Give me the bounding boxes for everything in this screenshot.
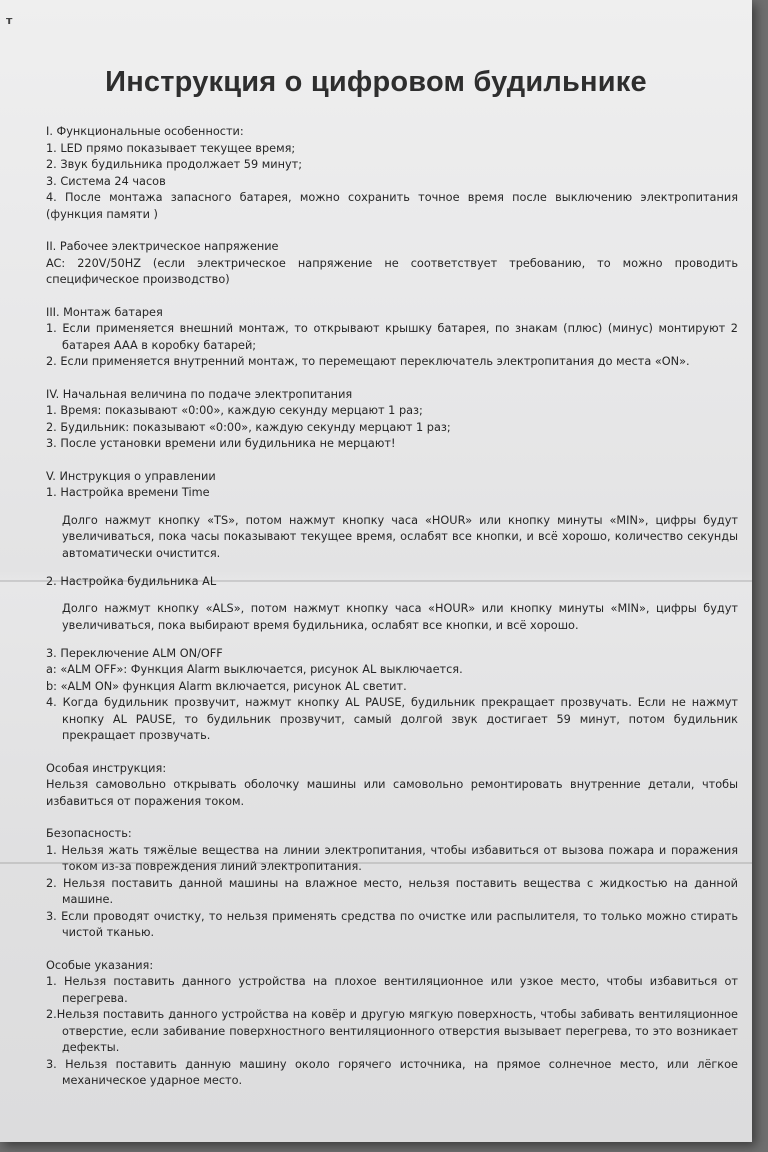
list-item: 1. Время: показывают «0:00», каждую секунду мерцают 1 раз;	[46, 404, 423, 417]
page-title: Инструкция о цифровом будильнике	[105, 66, 647, 98]
section-safety	[46, 826, 738, 942]
section-features	[46, 124, 738, 223]
section-heading: Безопасность:	[46, 827, 132, 841]
section-heading: IV. Начальная величина по подаче электропитания	[46, 387, 353, 401]
list-item: a: «ALM OFF»: Функция Alarm выключается, рисунок AL выключается.	[46, 663, 463, 677]
section-special-instruction	[46, 761, 738, 811]
corner-mark: т	[6, 14, 13, 27]
subsection-title: 3. Переключение ALM ON/OFF	[46, 646, 223, 660]
document-body	[46, 124, 738, 1106]
list-item: 3. Если проводят очистку, то нельзя применять средства по очистке или распылителя, то только можно стирать чистой тканью.	[46, 909, 738, 940]
section-heading: Особые указания:	[46, 958, 154, 972]
list-item: 4. Когда будильник прозвучит, нажмут кнопку AL PAUSE, будильник прекращает прозвучать. Если не нажмут кнопку AL PAUSE, то будильник прозвучит, самый долгой звук достигает 59 минут, потом будильник прекращает прозвучать.	[46, 696, 738, 743]
section-text: Нельзя самовольно открывать оболочку машины или самовольно ремонтировать внутренние детали, чтобы избавиться от поражения током.	[46, 778, 738, 808]
subsection-text: Долго нажмут кнопку «TS», потом нажмут кнопку часа «HOUR» или кнопку минуты «MIN», цифры будут увеличиваться, пока часы показывают текущее время, ослабят все кнопки, и всё хорошо, количество секунды автоматически очистится.	[62, 513, 738, 560]
section-text: AC: 220V/50HZ (если электрическое напряжение не соответствует требованию, то можно проводить специфическое производство)	[46, 256, 738, 286]
section-heading: III. Монтаж батарея	[46, 305, 163, 319]
section-battery	[46, 305, 738, 371]
list-item: b: «ALM ON» функция Alarm включается, рисунок AL светит.	[46, 679, 407, 693]
list-item: 1. Нельзя поставить данного устройства на плохое вентиляционное или узкое место, чтобы избавиться от перегрева.	[46, 975, 738, 1005]
list-item: 1. Нельзя жать тяжёлые вещества на линии электропитания, чтобы избавиться от вызова пожара и поражения током из-за повреждения линий электропитания.	[46, 843, 738, 874]
section-voltage	[46, 239, 738, 289]
section-special-notes	[46, 958, 738, 1090]
section-heading: I. Функциональные особенности:	[46, 125, 244, 138]
section-heading: V. Инструкция о управлении	[46, 469, 216, 483]
list-item: 2. Если применяется внутренний монтаж, то перемещают переключатель электропитания до места «ON».	[46, 355, 690, 368]
list-item: 4. После монтажа запасного батарея, можно сохранить точное время после выключению электропитания (функция памяти )	[46, 191, 738, 221]
subsection-text: Долго нажмут кнопку «ALS», потом нажмут кнопку часа «HOUR» или кнопку минуты «MIN», цифры будут увеличиваться, пока выбирают время будильника, ослабят все кнопки, и всё хорошо.	[62, 602, 738, 632]
subsection-title: 2. Настройка будильника AL	[46, 574, 217, 588]
list-item: 3. Нельзя поставить данную машину около горячего источника, на прямое солнечное место, или лёгкое механическое ударное место.	[46, 1057, 738, 1088]
list-item: 3. После установки времени или будильника не мерцают!	[46, 437, 396, 450]
list-item: 2. Звук будильника продолжает 59 минут;	[46, 158, 303, 171]
list-item: 1. Если применяется внешний монтаж, то открывают крышку батарея, по знакам (плюс) (минус) монтируют 2 батарея AAA в коробку батарей;	[46, 322, 738, 352]
list-item: 2. Будильник: показывают «0:00», каждую секунду мерцают 1 раз;	[46, 420, 451, 434]
subsection-title: 1. Настройка времени Time	[46, 486, 210, 499]
section-operation	[46, 469, 738, 745]
list-item: 3. Система 24 часов	[46, 174, 166, 188]
list-item: 1. LED прямо показывает текущее время;	[46, 141, 296, 155]
list-item: 2. Нельзя поставить данной машины на влажное место, нельзя поставить вещества с жидкостью на данной машине.	[46, 876, 738, 907]
section-initial-values	[46, 387, 738, 453]
section-heading: Особая инструкция:	[46, 761, 167, 775]
section-heading: II. Рабочее электрическое напряжение	[46, 240, 279, 253]
list-item: 2.Нельзя поставить данного устройства на ковёр и другую мягкую поверхность, чтобы забивать вентиляционное отверстие, если забивание поверхностного вентиляционного отверстия вызывает перегрева, то это возникает дефекты.	[46, 1008, 738, 1055]
